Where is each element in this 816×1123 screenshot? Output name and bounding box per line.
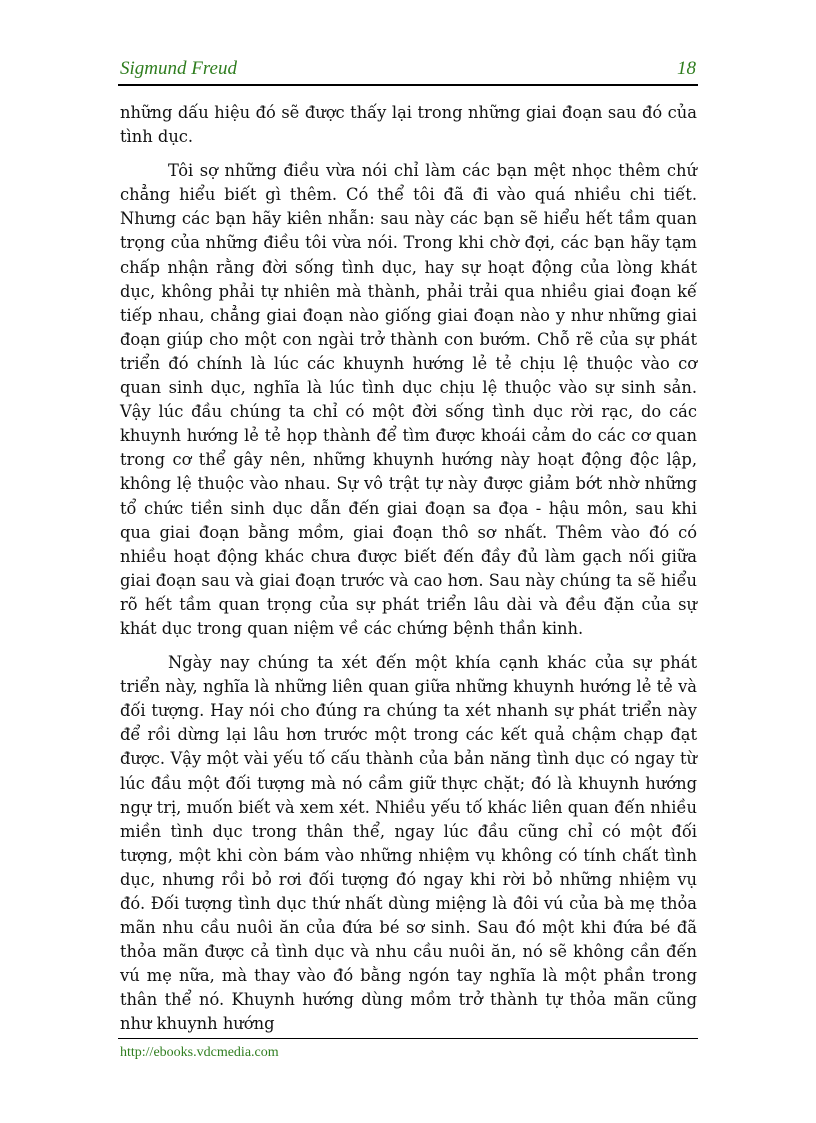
- paragraph-continuation: những dấu hiệu đó sẽ được thấy lại trong những giai đoạn sau đó của tình dục.: [120, 103, 697, 147]
- footer-link[interactable]: http://ebooks.vdcmedia.com: [120, 1045, 279, 1060]
- footer-rule: [118, 1038, 698, 1039]
- body-text: [120, 101, 697, 1037]
- running-title: Sigmund Freud: [120, 58, 237, 79]
- page-number: 18: [677, 58, 696, 79]
- paragraph: Ngày nay chúng ta xét đến một khía cạnh khác của sự phát triển này, nghĩa là những liên quan giữa những khuynh hướng lẻ tẻ và đối tượng. Hay nói cho đúng ra chúng ta xét nhanh sự phát triển này để rồi dừng lại lâu hơn trước một trong các kết quả chậm chạp đạt được. Vậy một vài yếu tố cấu thành của bản năng tình dục có ngay từ lúc đầu một đối tượng mà nó cầm giữ thực chặt; đó là khuynh hướng ngự trị, muốn biết và xem xét. Nhiều yếu tố khác liên quan đến nhiều miền tình dục trong thân thể, ngay lúc đầu cũng chỉ có một đối tượng, một khi còn bám vào những nhiệm vụ không có tính chất tình dục, nhưng rồi bỏ rơi đối tượng đó ngay khi rời bỏ những nhiệm vụ đó. Đối tượng tình dục thứ nhất dùng miệng là đôi vú của bà mẹ thỏa mãn nhu cầu nuôi ăn của đứa bé sơ sinh. Sau đó một khi đứa bé đã thỏa mãn được cả tình dục và nhu cầu nuôi ăn, nó sẽ không cần đến vú mẹ nữa, mà thay vào đó bằng ngón tay nghĩa là một phần trong thân thể nó. Khuynh hướng dùng mồm trở thành tự thỏa mãn cũng như khuynh hướng: [120, 653, 697, 1034]
- paragraph: Tôi sợ những điều vừa nói chỉ làm các bạn mệt nhọc thêm chứ chẳng hiểu biết gì thêm. Có thể tôi đã đi vào quá nhiều chi tiết. Nhưng các bạn hãy kiên nhẫn: sau này các bạn sẽ hiểu hết tầm quan trọng của những điều tôi vừa nói. Trong khi chờ đợi, các bạn hãy tạm chấp nhận rằng đời sống tình dục, hay sự hoạt động của lòng khát dục, không phải tự nhiên mà thành, phải trải qua nhiều giai đoạn kế tiếp nhau, chẳng giai đoạn nào giống giai đoạn nào y như những giai đoạn giúp cho một con ngài trở thành con bướm. Chỗ rẽ của sự phát triển đó chính là lúc các khuynh hướng lẻ tẻ chịu lệ thuộc vào cơ quan sinh dục, nghĩa là lúc tình dục chịu lệ thuộc vào sự sinh sản. Vậy lúc đầu chúng ta chỉ có một đời sống tình dục rời rạc, do các khuynh hướng lẻ tẻ họp thành để tìm được khoái cảm do các cơ quan trong cơ thể gây nên, những khuynh hướng này hoạt động độc lập, không lệ thuộc vào nhau. Sự vô trật tự này được giảm bớt nhờ những tổ chức tiền sinh dục dẫn đến giai đoạn sa đọa - hậu môn, sau khi qua giai đoạn bằng mồm, giai đoạn thô sơ nhất. Thêm vào đó có nhiều hoạt động khác chưa được biết đến đầy đủ làm gạch nối giữa giai đoạn sau và giai đoạn trước và cao hơn. Sau này chúng ta sẽ hiểu rõ hết tầm quan trọng của sự phát triển lâu dài và đều đặn của sự khát dục trong quan niệm về các chứng bệnh thần kinh.: [120, 161, 697, 638]
- paragraph-gap: [120, 149, 697, 159]
- page-header: [118, 58, 698, 86]
- paragraph-gap: [120, 641, 697, 651]
